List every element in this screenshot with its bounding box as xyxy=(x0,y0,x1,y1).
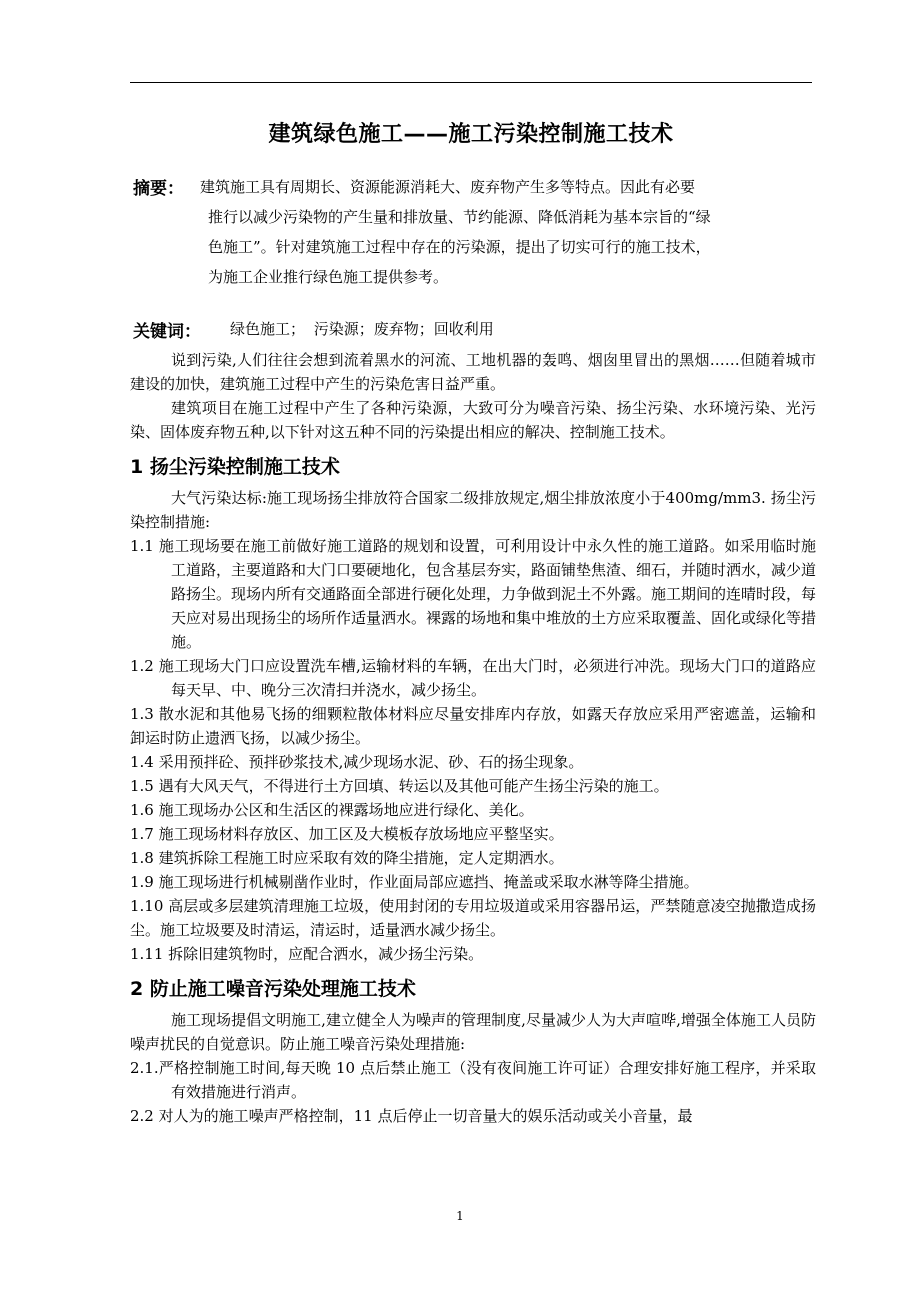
header-rule xyxy=(130,82,812,83)
intro-paragraph: 建筑项目在施工过程中产生了各种污染源，大致可分为噪音污染、扬尘污染、水环境污染、光污染、固体废弃物五种,以下针对这五种不同的污染提出相应的解决、控制施工技术。 xyxy=(130,399,816,441)
list-item: 1.9 施工现场进行机械剔凿作业时，作业面局部应遮挡、掩盖或采取水淋等降尘措施。 xyxy=(130,873,699,891)
list-item: 1.2 施工现场大门口应设置洗车槽,运输材料的车辆，在出大门时，必须进行冲洗。现场大门口的道路应每天早、中、晚分三次清扫并浇水，减少扬尘。 xyxy=(130,657,816,699)
document-title: 建筑绿色施工——施工污染控制施工技术 xyxy=(268,122,674,147)
list-item: 1.6 施工现场办公区和生活区的裸露场地应进行绿化、美化。 xyxy=(130,801,534,819)
list-item: 1.11 拆除旧建筑物时，应配合洒水，减少扬尘污染。 xyxy=(130,945,484,963)
keywords-label: 关键词： xyxy=(133,322,201,342)
list-item: 2.1.严格控制施工时间,每天晚 10 点后禁止施工（没有夜间施工许可证）合理安排好施工程序，并采取有效措施进行消声。 xyxy=(130,1059,816,1101)
abstract-text xyxy=(200,172,816,292)
section-intro: 大气污染达标:施工现场扬尘排放符合国家二级排放规定,烟尘排放浓度小于400mg/mm3. 扬尘污染控制措施: xyxy=(130,489,816,531)
list-item: 1.1 施工现场要在施工前做好施工道路的规划和设置，可利用设计中永久性的施工道路。如采用临时施工道路，主要道路和大门口要硬地化，包含基层夯实，路面铺垫焦渣、细石，并随时洒水，减少道路扬尘。现场内所有交通路面全部进行硬化处理，力争做到泥土不外露。施工期间的连晴时段，每天应对易出现扬尘的场所作适量洒水。裸露的场地和集中堆放的土方应采取覆盖、固化或绿化等措施。 xyxy=(130,537,817,651)
abstract-line: 为施工企业推行绿色施工提供参考。 xyxy=(208,268,449,286)
document-body xyxy=(130,348,816,1128)
list-item: 1.7 施工现场材料存放区、加工区及大模板存放场地应平整坚实。 xyxy=(130,825,564,843)
list-item: 1.4 采用预拌砼、预拌砂浆技术,减少现场水泥、砂、石的扬尘现象。 xyxy=(130,753,584,771)
list-item: 1.3 散水泥和其他易飞扬的细颗粒散体材料应尽量安排库内存放，如露天存放应采用严密遮盖，运输和卸运时防止遗洒飞扬，以减少扬尘。 xyxy=(130,705,816,747)
abstract-label: 摘要： xyxy=(133,179,184,199)
abstract-line: 推行以减少污染物的产生量和排放量、节约能源、降低消耗为基本宗旨的“绿 xyxy=(208,208,711,226)
abstract-line: 建筑施工具有周期长、资源能源消耗大、废弃物产生多等特点。因此有必要 xyxy=(200,178,696,196)
list-item: 1.10 高层或多层建筑清理施工垃圾，使用封闭的专用垃圾道或采用容器吊运，严禁随意凌空抛撒造成扬尘。施工垃圾要及时清运，清运时，适量洒水减少扬尘。 xyxy=(130,897,816,939)
section-heading: 1 扬尘污染控制施工技术 xyxy=(130,456,340,478)
page-number: 1 xyxy=(456,1209,464,1223)
keywords-text: 绿色施工； 污染源；废弃物；回收利用 xyxy=(230,320,494,338)
list-item: 2.2 对人为的施工噪声严格控制，11 点后停止一切音量大的娱乐活动或关小音量，最 xyxy=(130,1107,693,1125)
intro-paragraph: 说到污染,人们往往会想到流着黑水的河流、工地机器的轰鸣、烟囱里冒出的黑烟……但随着城市建设的加快，建筑施工过程中产生的污染危害日益严重。 xyxy=(130,351,816,393)
list-item: 1.5 遇有大风天气，不得进行土方回填、转运以及其他可能产生扬尘污染的施工。 xyxy=(130,777,669,795)
section-heading: 2 防止施工噪音污染处理施工技术 xyxy=(130,978,416,1000)
section-intro: 施工现场提倡文明施工,建立健全人为噪声的管理制度,尽量减少人为大声喧哗,增强全体施工人员防噪声扰民的自觉意识。防止施工噪音污染处理措施: xyxy=(130,1011,816,1053)
abstract-line: 色施工”。针对建筑施工过程中存在的污染源，提出了切实可行的施工技术， xyxy=(208,238,711,256)
list-item: 1.8 建筑拆除工程施工时应采取有效的降尘措施，定人定期洒水。 xyxy=(130,849,564,867)
